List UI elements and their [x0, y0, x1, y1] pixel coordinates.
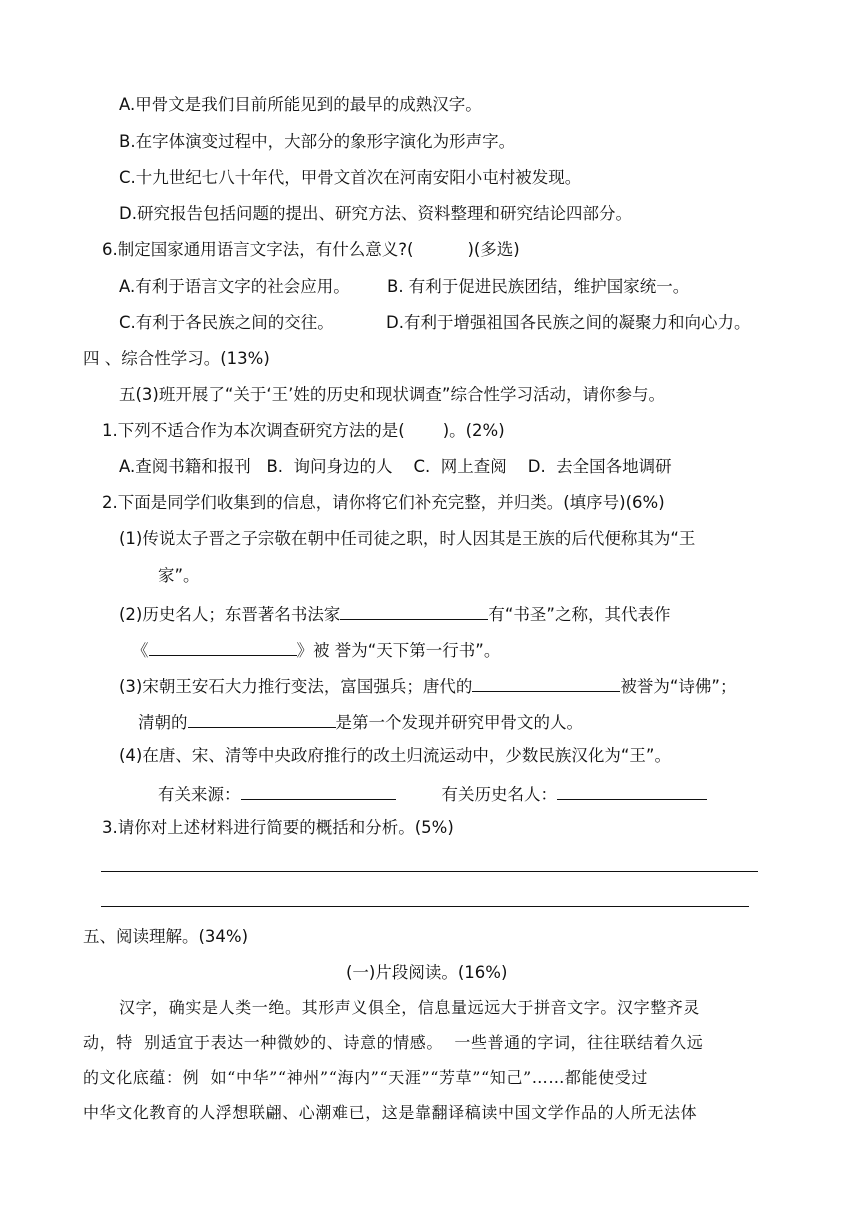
s4-item3b-right: 是第一个发现并研究甲骨文的人。: [335, 713, 583, 732]
s4-q3-stem: 3.请你对上述材料进行简要的概括和分析。(5%): [102, 818, 454, 837]
q6-stem-left: 6.制定国家通用语言文字法，有什么意义?(: [102, 240, 414, 259]
passage-line-1: 汉字，确实是人类一绝。其形声义俱全，信息量远远大于拼音文字。汉字整齐灵: [119, 998, 701, 1017]
person-blank[interactable]: [557, 781, 707, 800]
q6-option-c: C.有利于各民族之间的交往。: [119, 313, 334, 332]
s4-q2-stem: 2.下面是同学们收集到的信息，请你将它们补充完整，并归类。(填序号)(6%): [102, 493, 665, 512]
passage-line-3: 的文化底蕴：例 如“中华”“神州”“海内”“天涯”“芳草”“知己”……都能使受过: [83, 1068, 648, 1087]
source-blank[interactable]: [241, 781, 396, 800]
s4-item2b-right: 》被 誉为“天下第一行书”。: [296, 641, 501, 660]
q6-option-a: A.有利于语言文字的社会应用。: [119, 277, 350, 296]
s4-item4: (4)在唐、宋、清等中央政府推行的改土归流运动中，少数民族汉化为“王”。: [119, 746, 671, 765]
q6-stem: [102, 239, 520, 261]
answer-line-1[interactable]: [101, 871, 758, 872]
q6-option-b: B. 有利于促进民族团结，维护国家统一。: [387, 277, 690, 296]
q5-option-d: D.研究报告包括问题的提出、研究方法、资料整理和研究结论四部分。: [119, 204, 632, 223]
s4-item3-line2: [138, 709, 583, 734]
s4-item3-right: 被誉为“诗佛”；: [620, 677, 737, 696]
s4-item2-left: (2)历史名人；东晋著名书法家: [119, 605, 341, 624]
calligrapher-blank[interactable]: [340, 601, 488, 620]
s4-item3-line1: [119, 673, 736, 698]
s4-item3b-left: 清朝的: [138, 713, 188, 732]
q6-option-d: D.有利于增强祖国各民族之间的凝聚力和向心力。: [386, 313, 751, 332]
passage-line-2: 动，特 别适宜于表达一种微妙的、诗意的情感。 一些普通的字词，往往联结着久远: [83, 1033, 704, 1052]
s4-q1-stem-left: 1.下列不适合作为本次调查研究方法的是(: [102, 421, 405, 440]
s4-item1-line1: (1)传说太子晋之子宗敬在朝中任司徒之职，时人因其是王族的后代便称其为“王: [119, 529, 696, 548]
s4-q1-stem: [102, 420, 505, 442]
q6-stem-right: )(多选): [467, 240, 520, 259]
section4-heading: 四 、综合性学习。(13%): [83, 349, 270, 368]
section4-intro: 五(3)班开展了“关于‘王’姓的历史和现状调查”综合性学习活动，请你参与。: [119, 385, 665, 404]
s4-item2b-left: 《: [132, 641, 149, 660]
section5-heading: 五、阅读理解。(34%): [83, 927, 249, 946]
source-label: 有关来源：: [158, 785, 241, 804]
s4-item2-line2: [132, 637, 500, 662]
answer-line-2[interactable]: [101, 906, 749, 907]
person-label: 有关历史名人：: [441, 785, 557, 804]
poet-buddha-blank[interactable]: [472, 673, 620, 692]
s4-item3-left: (3)宋朝王安石大力推行变法，富国强兵；唐代的: [119, 677, 473, 696]
q5-option-c: C.十九世纪七八十年代，甲骨文首次在河南安阳小屯村被发现。: [119, 168, 582, 187]
passage-line-4: 中华文化教育的人浮想联翩、心潮难已，这是靠翻译稿读中国文学作品的人所无法体: [83, 1103, 698, 1122]
s4-q1-options: A.查阅书籍和报刊 B. 询问身边的人 C. 网上查阅 D. 去全国各地调研: [119, 457, 672, 476]
part1-title: (一)片段阅读。(16%): [346, 963, 508, 982]
s4-item1-line2: 家”。: [158, 566, 200, 585]
s4-item2-right: 有“书圣”之称，其代表作: [488, 605, 671, 624]
s4-item2-line1: [119, 601, 670, 626]
masterpiece-blank[interactable]: [149, 637, 297, 656]
s4-q1-stem-right: )。(2%): [442, 421, 505, 440]
q5-option-a: A.甲骨文是我们目前所能见到的最早的成熟汉字。: [119, 95, 482, 114]
q5-option-b: B.在字体演变过程中，大部分的象形字演化为形声字。: [119, 132, 516, 151]
s4-classify-row: [158, 781, 707, 806]
oracle-bone-discoverer-blank[interactable]: [188, 709, 336, 728]
